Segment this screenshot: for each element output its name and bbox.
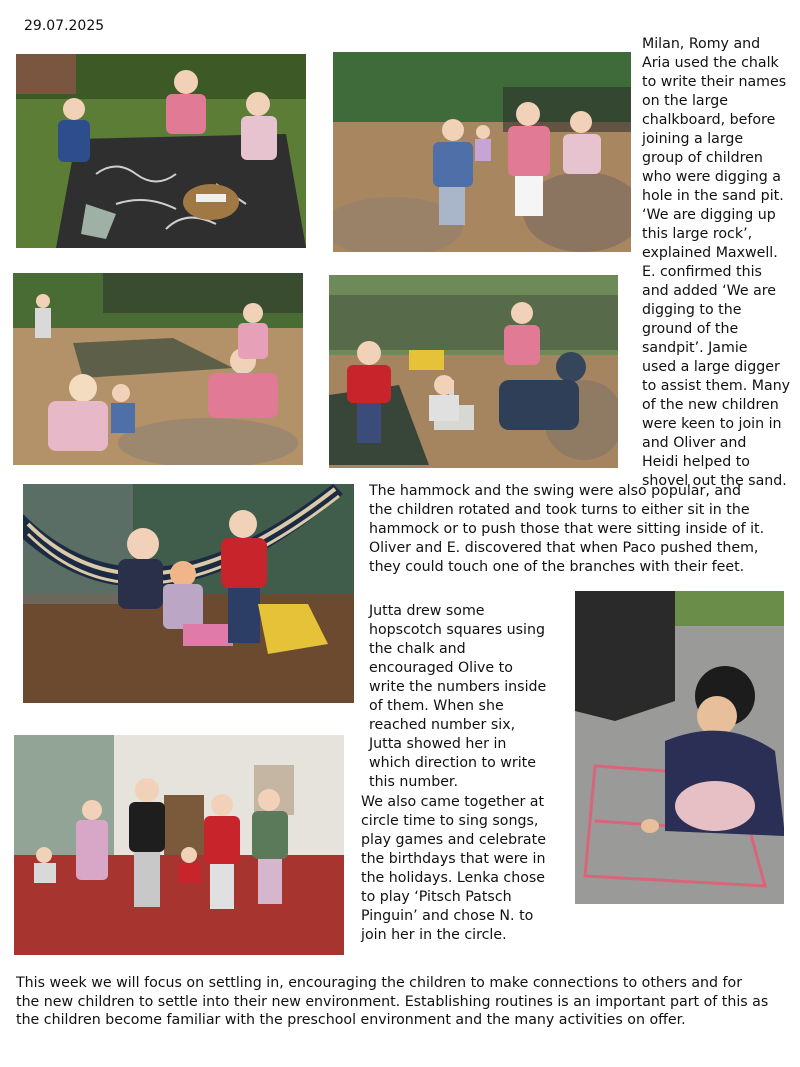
paragraph-chalk-sandpit: Milan, Romy and Aria used the chalk to write their names on the large chalkboard, before joining a large group of children who were digging a hole in the sand pit. ‘We are digging up this large rock’, explained Maxwell. E. confirmed this and added ‘We are digging to the ground of the sandpit’. Jamie used a large digger to assist them. Many of the new children were keen to join in and Oliver and Heidi helped to shovel out the sand. (642, 36, 791, 489)
paragraph-circle-time: We also came together at circle time to sing songs, play games and celebrate the birthdays that were in the holidays. Lenka chose to play ‘Pitsch Patsch Pinguin’ and chose N. to join her in the circle. (361, 794, 546, 943)
page-date: 29.07.2025 (24, 18, 105, 34)
photo-hammock (23, 484, 354, 703)
photo-chalkboard (16, 54, 306, 248)
paragraph-hopscotch: Jutta drew some hopscotch squares using the chalk and encouraged Olive to write the numbers inside of them. When she reached number six, Jutta showed her in which direction to write this number. (369, 603, 547, 790)
photo-sandpit-rock (333, 52, 631, 252)
photo-sandpit-group (13, 273, 303, 465)
photo-digger (329, 275, 618, 468)
photo-circle-time (14, 735, 344, 955)
paragraph-weekly-focus: This week we will focus on settling in, encouraging the children to make connections to others and for the new children to settle into their new environment. Establishing routines is an important part of this as the children become familiar with the preschool environment and the many activities on offer. (16, 975, 769, 1029)
paragraph-hammock: The hammock and the swing were also popular, and the children rotated and took turns to either sit in the hammock or to push those that were sitting inside of it. Oliver and E. discovered that when Paco pushed them, they could touch one of the branches with their feet. (369, 483, 765, 575)
photo-hopscotch (575, 591, 784, 904)
